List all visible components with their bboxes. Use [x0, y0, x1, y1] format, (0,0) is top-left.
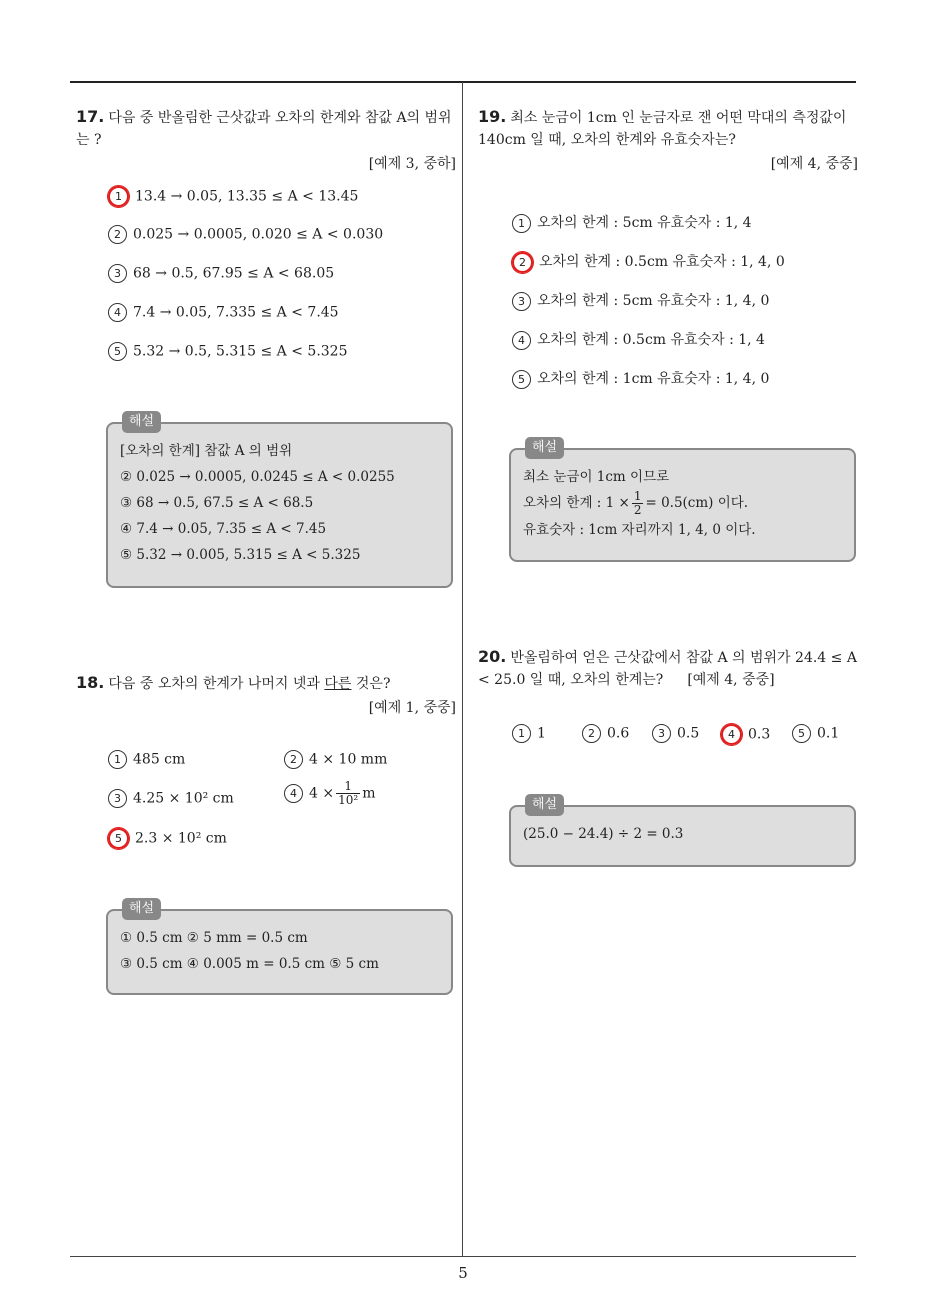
q19-option-1[interactable] [512, 212, 752, 233]
fraction [632, 490, 644, 517]
question-stem: 반올림하여 얻은 근삿값에서 참값 A 의 범위가 24.4 ≤ A < 25.0 일 때, 오차의 한계는? [478, 650, 857, 688]
option-marker: 2 [512, 252, 533, 273]
underlined-word: 다른 [324, 676, 352, 692]
option-marker: 4 [721, 724, 742, 745]
q17-option-1[interactable] [108, 186, 358, 207]
solution-line: ③ 68 → 0.5, 67.5 ≤ A < 68.5 [120, 495, 314, 511]
option-marker: 3 [108, 264, 127, 283]
option-text: 오차의 한계 : 0.5cm 유효숫자 : 1, 4, 0 [539, 254, 785, 270]
question-20 [478, 646, 858, 691]
q19-option-5[interactable] [512, 368, 769, 389]
option-text: 오차의 한계 : 1cm 유효숫자 : 1, 4, 0 [537, 371, 770, 387]
page-number: 5 [458, 1264, 468, 1282]
option-text: 4 × [309, 785, 335, 802]
option-marker: 5 [108, 342, 127, 361]
q18-option-1[interactable] [108, 750, 185, 769]
question-stem: 다음 중 반올림한 근삿값과 오차의 한계와 참값 A의 범위는 ? [76, 110, 452, 148]
q19-option-3[interactable] [512, 290, 769, 311]
solution-line-fraction [523, 490, 842, 517]
q20-option-1[interactable] [512, 724, 546, 743]
option-text: 0.1 [817, 725, 840, 742]
option-text: 1 [537, 725, 546, 742]
solution-text: 오차의 한계 : 1 × [523, 495, 630, 511]
fraction-numerator: 1 [633, 489, 642, 503]
q18-option-2[interactable] [284, 750, 387, 769]
q17-option-2[interactable] [108, 225, 383, 244]
q20-solution-box [509, 797, 856, 867]
question-number: 19. [478, 107, 507, 126]
question-meta: [예제 1, 중중] [368, 700, 456, 716]
q19-option-4[interactable] [512, 329, 765, 350]
fraction-numerator: 1 [336, 780, 360, 794]
q17-option-5[interactable] [108, 342, 348, 361]
option-marker: 1 [512, 724, 531, 743]
question-stem: 최소 눈금이 1cm 인 눈금자로 잰 어떤 막대의 측정값이 140cm 일 때, 오차의 한계와 유효숫자는? [478, 110, 847, 148]
option-text: 오차의 한계 : 0.5cm 유효숫자 : 1, 4 [537, 332, 765, 348]
question-number: 18. [76, 673, 105, 692]
q18-option-5[interactable] [108, 828, 227, 849]
solution-line: ⑤ 5.32 → 0.005, 5.315 ≤ A < 5.325 [120, 547, 361, 563]
question-meta: [예제 4, 중중] [770, 156, 858, 172]
q19-option-2[interactable] [512, 251, 785, 273]
top-rule [70, 81, 856, 83]
solution-tag: 해설 [525, 794, 564, 816]
option-text: 4 × 10 mm [309, 751, 388, 768]
option-text: 485 cm [133, 751, 186, 768]
option-text: 13.4 → 0.05, 13.35 ≤ A < 13.45 [135, 188, 359, 205]
option-marker: 2 [284, 750, 303, 769]
option-marker: 4 [284, 784, 303, 803]
option-marker: 2 [108, 225, 127, 244]
q17-solution-box [106, 414, 453, 588]
fraction-denominator: 10² [338, 793, 359, 807]
solution-line: ② 0.025 → 0.0005, 0.0245 ≤ A < 0.0255 [120, 469, 395, 485]
q17-option-4[interactable] [108, 303, 339, 322]
option-text: 오차의 한계 : 5cm 유효숫자 : 1, 4 [537, 215, 752, 231]
option-text: 0.3 [748, 726, 771, 743]
question-17 [76, 106, 456, 175]
solution-tag: 해설 [122, 411, 161, 433]
option-marker: 2 [582, 724, 601, 743]
question-19 [478, 106, 858, 175]
fraction-denominator: 2 [633, 503, 642, 517]
solution-line: [오차의 한계] 참값 A 의 범위 [120, 443, 293, 459]
fraction [336, 780, 360, 807]
solution-line: ① 0.5 cm ② 5 mm = 0.5 cm [120, 930, 308, 946]
option-text: 2.3 × 10² cm [135, 830, 227, 847]
solution-line: (25.0 − 24.4) ÷ 2 = 0.3 [523, 826, 684, 842]
question-meta: [예제 4, 중중] [687, 672, 775, 688]
option-text: 68 → 0.5, 67.95 ≤ A < 68.05 [133, 265, 335, 282]
option-marker: 1 [512, 214, 531, 233]
option-marker: 3 [512, 292, 531, 311]
q18-option-4[interactable] [284, 780, 375, 807]
option-marker: 1 [108, 750, 127, 769]
solution-tag: 해설 [122, 898, 161, 920]
option-text: 0.6 [607, 725, 630, 742]
option-marker: 5 [792, 724, 811, 743]
option-marker: 4 [108, 303, 127, 322]
question-stem-part: 다음 중 오차의 한계가 나머지 넷과 [108, 676, 325, 692]
solution-line: ④ 7.4 → 0.05, 7.35 ≤ A < 7.45 [120, 521, 327, 537]
question-number: 17. [76, 107, 105, 126]
option-unit: m [362, 785, 376, 802]
option-marker: 3 [108, 789, 127, 808]
solution-line: ③ 0.5 cm ④ 0.005 m = 0.5 cm ⑤ 5 cm [120, 956, 379, 972]
question-18 [76, 672, 456, 719]
option-text: 4.25 × 10² cm [133, 790, 234, 807]
bottom-rule [70, 1256, 856, 1257]
option-marker: 3 [652, 724, 671, 743]
q19-solution-box [509, 440, 856, 562]
option-text: 7.4 → 0.05, 7.335 ≤ A < 7.45 [133, 304, 339, 321]
solution-line: 유효숫자 : 1cm 자리까지 1, 4, 0 이다. [523, 522, 756, 538]
option-marker: 4 [512, 331, 531, 350]
option-text: 0.025 → 0.0005, 0.020 ≤ A < 0.030 [133, 226, 384, 243]
q20-option-4[interactable] [721, 724, 770, 745]
q20-option-3[interactable] [652, 724, 699, 743]
q18-solution-box [106, 901, 453, 995]
option-text: 5.32 → 0.5, 5.315 ≤ A < 5.325 [133, 343, 348, 360]
column-divider [462, 82, 463, 1257]
q20-option-5[interactable] [792, 724, 839, 743]
question-number: 20. [478, 647, 507, 666]
option-text: 0.5 [677, 725, 700, 742]
q18-option-3[interactable] [108, 789, 234, 808]
question-stem-part: 것은? [351, 676, 391, 692]
solution-line: 최소 눈금이 1cm 이므로 [523, 469, 670, 485]
option-marker: 5 [512, 370, 531, 389]
q17-option-3[interactable] [108, 264, 334, 283]
option-marker: 5 [108, 828, 129, 849]
solution-tag: 해설 [525, 437, 564, 459]
question-meta: [예제 3, 중하] [368, 156, 456, 172]
option-marker: 1 [108, 186, 129, 207]
solution-text: = 0.5(cm) 이다. [645, 495, 749, 511]
q20-option-2[interactable] [582, 724, 629, 743]
option-text: 오차의 한계 : 5cm 유효숫자 : 1, 4, 0 [537, 293, 770, 309]
